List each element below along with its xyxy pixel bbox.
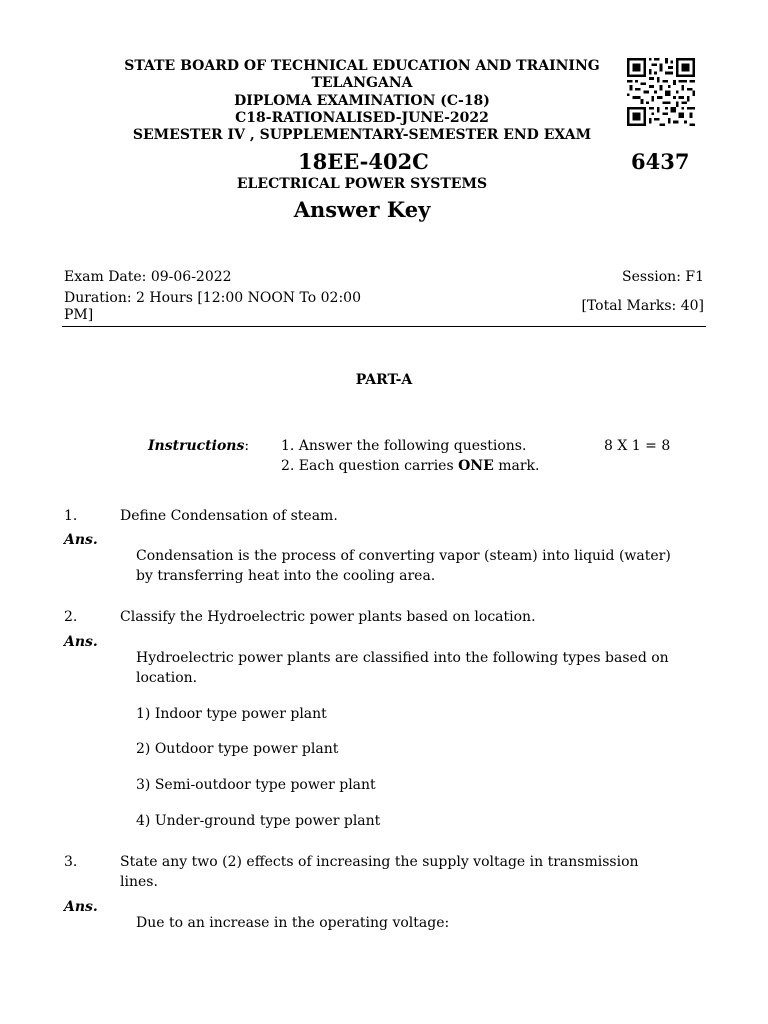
qr-code-icon <box>626 58 696 126</box>
instruction-item-1: 1. Answer the following questions. <box>281 438 527 454</box>
list-item: 3) Semi-outdoor type power plant <box>136 777 376 793</box>
list-item: 1) Indoor type power plant <box>136 706 327 722</box>
answer-label: Ans. <box>64 634 98 650</box>
question-text: lines. <box>120 874 158 890</box>
answer-text: Condensation is the process of converting vapor (steam) into liquid (water) <box>136 548 671 564</box>
question-text: Define Condensation of steam. <box>120 508 338 524</box>
question-text: Classify the Hydroelectric power plants based on location. <box>120 609 536 625</box>
session: Session: F1 <box>622 269 704 285</box>
exam-name: DIPLOMA EXAMINATION (C-18) <box>234 93 490 109</box>
list-item: 4) Under-ground type power plant <box>136 813 381 829</box>
answer-label: Ans. <box>64 532 98 548</box>
marks-scheme: 8 X 1 = 8 <box>604 438 671 454</box>
board-name: STATE BOARD OF TECHNICAL EDUCATION AND TRAINING <box>124 58 600 74</box>
answer-text: Due to an increase in the operating voltage: <box>136 915 450 931</box>
question-number: 2. <box>64 609 78 625</box>
page-title: Answer Key <box>293 197 431 222</box>
question-text: State any two (2) effects of increasing the supply voltage in transmission <box>120 854 639 870</box>
answer-label: Ans. <box>64 899 98 915</box>
subject-name: ELECTRICAL POWER SYSTEMS <box>236 176 488 192</box>
instruction-item-2: 2. Each question carries ONE mark. <box>281 458 540 474</box>
answer-text: by transferring heat into the cooling area. <box>136 568 436 584</box>
answer-text: location. <box>136 670 198 686</box>
answer-text: Hydroelectric power plants are classified into the following types based on <box>136 650 669 666</box>
question-number: 1. <box>64 508 78 524</box>
total-marks: [Total Marks: 40] <box>581 298 704 314</box>
subject-code: 18EE-402C <box>298 149 429 174</box>
paper-number: 6437 <box>631 149 690 174</box>
list-item: 2) Outdoor type power plant <box>136 741 339 757</box>
exam-session: C18-RATIONALISED-JUNE-2022 <box>235 110 489 126</box>
instructions-label: Instructions: <box>148 438 250 454</box>
exam-date: Exam Date: 09-06-2022 <box>64 269 232 285</box>
part-heading: PART-A <box>355 372 413 388</box>
header-divider <box>62 326 706 327</box>
duration-line-1: Duration: 2 Hours [12:00 NOON To 02:00 <box>64 290 361 306</box>
semester-line: SEMESTER IV , SUPPLEMENTARY-SEMESTER END EXAM <box>132 127 592 143</box>
question-number: 3. <box>64 854 78 870</box>
state-name: TELANGANA <box>311 75 413 91</box>
duration-line-2: PM] <box>64 307 94 323</box>
